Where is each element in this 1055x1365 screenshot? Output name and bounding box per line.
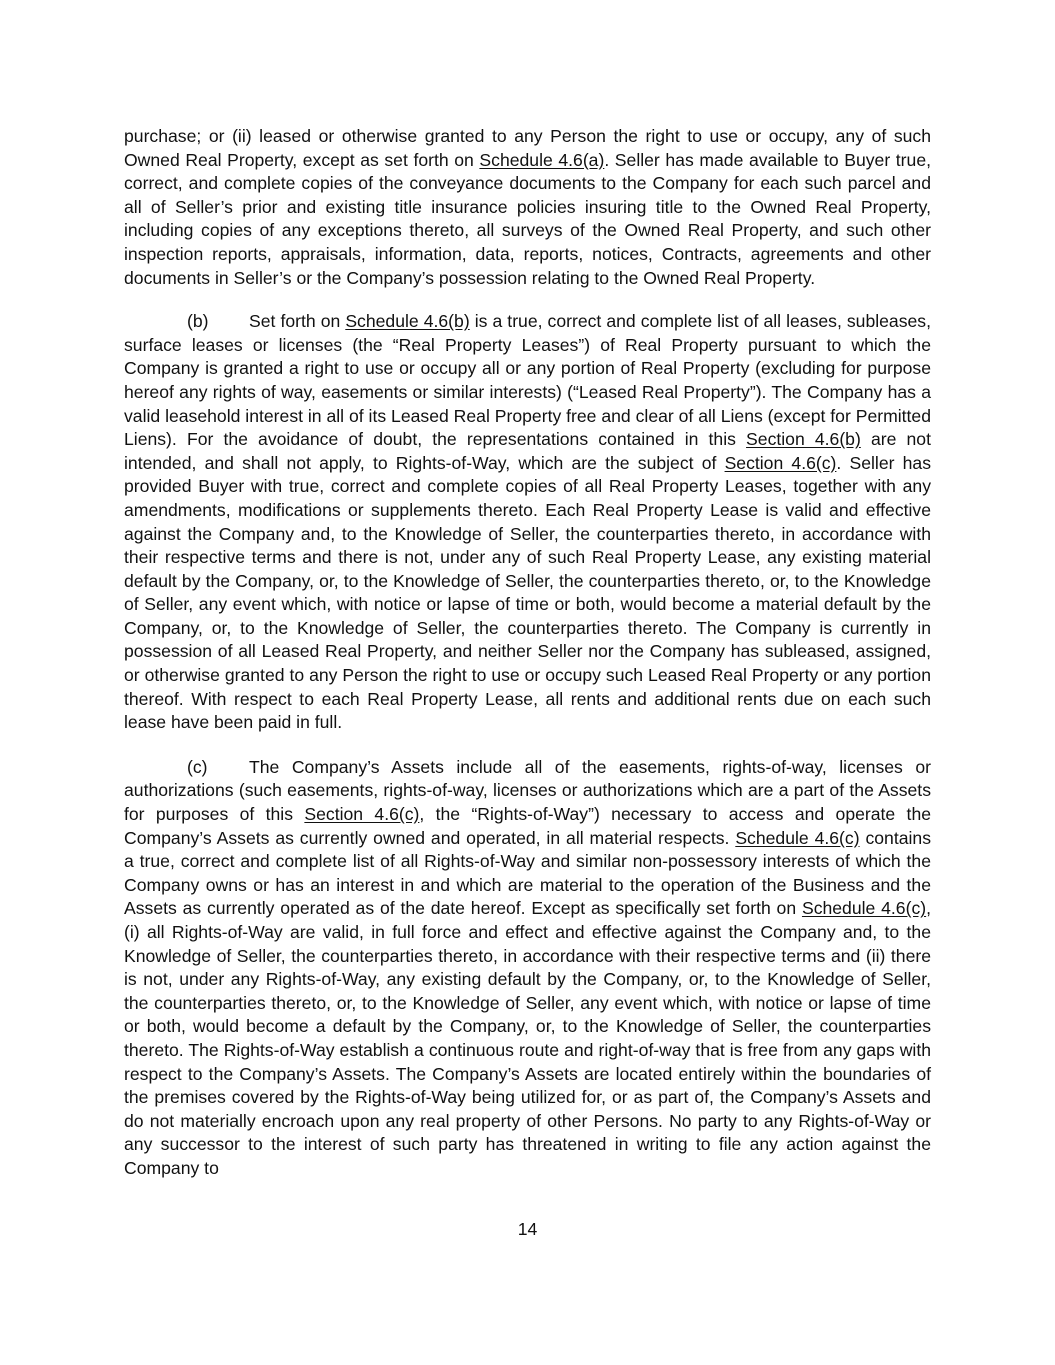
paragraph-c-text-1: The Company’s Assets include all of the easements, rights-of-way, licenses or authorizations (such easements, rights-of-way, licenses or authorizations which are a part of the Assets for purposes of this — [124, 756, 931, 825]
page-number: 14 — [517, 1219, 538, 1239]
schedule-4-6-c-reference: Schedule 4.6(c) — [735, 827, 860, 848]
section-4-6-c-reference: Section 4.6(c) — [724, 452, 837, 473]
paragraph-b-label: (b) — [187, 311, 209, 332]
paragraph-c-text-4: , (i) all Rights-of-Way are valid, in full force and effect and effective against the Company and, to the Knowledge of Seller, the counterparties thereto, in accordance with their respective terms and (ii) there is not, under any Rights-of-Way, any existing default by the Company, or, to the Knowledge of Seller, the counterparties thereto, or, to the Knowledge of Seller, any event which, with notice or lapse of time or both, would become a default by the Company, or, to the Knowledge of Seller, the counterparties thereto. The Rights-of-Way establish a continuous route and right-of-way that is free from any gaps with respect to the Company’s Assets. The Company’s Assets are located entirely within the boundaries of the premises covered by the Rights-of-Way being utilized for, or as part of, the Company’s Assets and do not materially encroach upon any real property of other Persons. No party to any Rights-of-Way or any successor to the interest of such party has threatened in writing to file any action against the Company to — [124, 898, 931, 1178]
paragraph-a-text-2: . Seller has made available to Buyer true, correct, and complete copies of the conveyance documents to the Company for each such parcel and all of Seller’s prior and existing title insurance policies insuring title to the Owned Real Property, including copies of any exceptions thereto, all surveys of the Owned Real Property, and such other inspection reports, appraisals, information, data, reports, notices, Contracts, agreements and other documents in Seller’s or the Company’s possession relating to the Owned Real Property. — [124, 149, 931, 288]
schedule-4-6-c-reference-2: Schedule 4.6(c) — [801, 898, 927, 919]
schedule-4-6-b-reference: Schedule 4.6(b) — [345, 311, 470, 332]
paragraph-c-label: (c) — [187, 756, 208, 777]
paragraph-b-text-3: are not intended, and shall not apply, to Rights-of-Way, which are the subject of — [124, 429, 931, 473]
paragraph-b-text-2: is a true, correct and complete list of all leases, subleases, surface leases or licenses (the “Real Property Leases”) of Real Property pursuant to which the Company is granted a right to use or occupy all or any portion of Real Property (excluding for purpose hereof any rights of way, easements or similar interests) (“Leased Real Property”). The Company has a valid leasehold interest in all of its Leased Real Property free and clear of all Liens (except for Permitted Liens). For the avoidance of doubt, the representations contained in this — [124, 311, 931, 450]
document-body — [124, 125, 931, 1202]
paragraph-b-text-4: . Seller has provided Buyer with true, correct and complete copies of all Real Property Leases, together with any amendments, modifications or supplements thereto. Each Real Property Lease is valid and effective against the Company and, to the Knowledge of Seller, the counterparties thereto, in accordance with their respective terms and there is not, under any of such Real Property Lease, any existing material default by the Company, or, to the Knowledge of Seller, the counterparties thereto, or, to the Knowledge of Seller, any event which, with notice or lapse of time or both, would become a material default by the Company, or, to the Knowledge of Seller, the counterparties thereto. The Company is currently in possession of all Leased Real Property, and neither Seller nor the Company has subleased, assigned, or otherwise granted to any Person the right to use or occupy such Leased Real Property or any portion thereof. With respect to each Real Property Lease, all rents and additional rents due on each such lease have been paid in full. — [124, 452, 932, 733]
paragraph-c — [124, 756, 931, 1181]
section-4-6-b-reference: Section 4.6(b) — [746, 429, 861, 450]
paragraph-a-continued — [124, 125, 931, 290]
paragraph-b — [124, 310, 931, 735]
paragraph-b-text-1: Set forth on — [249, 311, 346, 332]
paragraph-c-text-3: contains a true, correct and complete list of all Rights-of-Way and similar non-possessory interests of which the Company owns or has an interest in and which are material to the operation of the Business and the Assets as currently operated as of the date hereof. Except as specifically set forth on — [124, 827, 931, 919]
paragraph-c-text-2: , the “Rights-of-Way”) necessary to access and operate the Company’s Assets as currently owned and operated, in all material respects. — [124, 804, 932, 848]
paragraph-a-text-1: purchase; or (ii) leased or otherwise granted to any Person the right to use or occupy, any of such Owned Real Property, except as set forth on — [124, 126, 931, 170]
section-4-6-c-reference: Section 4.6(c) — [304, 804, 420, 825]
schedule-4-6-a-reference: Schedule 4.6(a) — [479, 149, 605, 170]
